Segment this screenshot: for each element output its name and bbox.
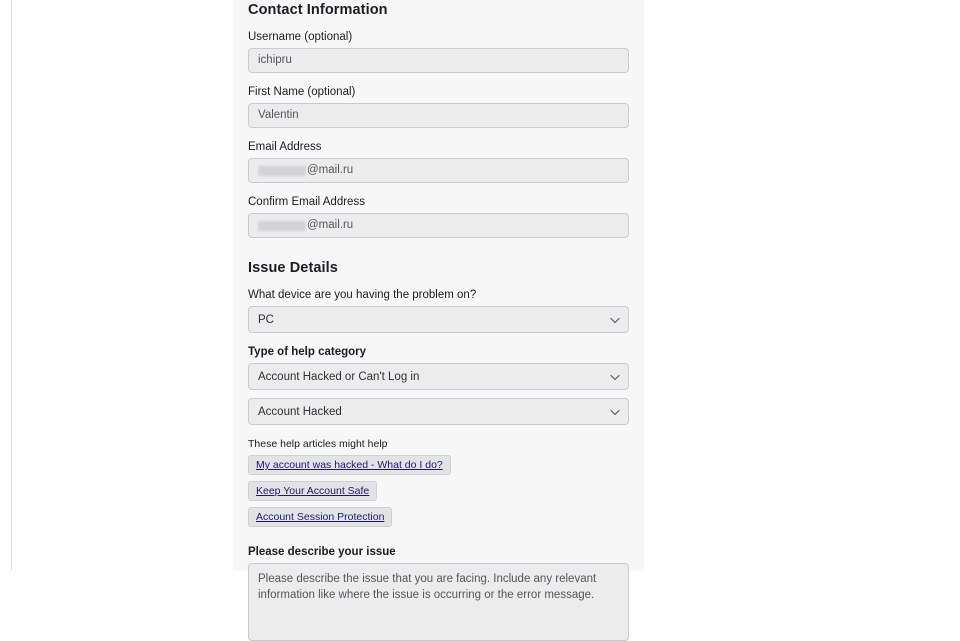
help-article-link-1[interactable]: My account was hacked - What do I do? — [248, 455, 451, 475]
help-category-label: Type of help category — [248, 346, 367, 358]
list-item — [248, 481, 629, 507]
contact-information-heading: Contact Information — [248, 2, 388, 18]
left-gutter — [0, 0, 12, 571]
email-redaction-block — [258, 166, 306, 176]
device-select-value: PC — [258, 313, 274, 326]
device-label: What device are you having the problem on? — [248, 289, 477, 301]
confirm-email-input[interactable] — [248, 213, 629, 238]
first-name-input[interactable] — [248, 103, 629, 128]
chevron-down-icon — [610, 407, 619, 416]
help-articles-label: These help articles might help — [248, 438, 388, 450]
help-article-link-2[interactable]: Keep Your Account Safe — [248, 481, 377, 501]
help-articles-list — [248, 455, 629, 533]
right-blank-area — [644, 0, 960, 571]
help-category-select-value: Account Hacked or Can't Log in — [258, 370, 420, 383]
help-subcategory-select-value: Account Hacked — [258, 405, 342, 418]
describe-issue-textarea[interactable]: Please describe the issue that you are facing. Include any relevant information like where the issue is occurring or the error message. — [248, 563, 629, 641]
username-label: Username (optional) — [248, 31, 353, 43]
support-form-panel — [233, 0, 644, 601]
username-input[interactable] — [248, 48, 629, 73]
describe-issue-label: Please describe your issue — [248, 546, 396, 558]
list-item — [248, 507, 629, 533]
email-address-value: @mail.ru — [307, 164, 354, 176]
username-value: ichipru — [258, 54, 292, 66]
issue-details-heading: Issue Details — [248, 260, 338, 276]
device-select[interactable] — [248, 306, 629, 333]
chevron-down-icon — [610, 372, 619, 381]
confirm-email-label: Confirm Email Address — [248, 196, 365, 208]
help-article-link-3[interactable]: Account Session Protection — [248, 507, 392, 527]
confirm-email-value: @mail.ru — [307, 219, 354, 231]
confirm-email-redaction-block — [258, 221, 306, 231]
chevron-down-icon — [610, 315, 619, 324]
email-address-input[interactable] — [248, 158, 629, 183]
first-name-value: Valentin — [258, 109, 299, 121]
left-blank-area — [12, 0, 233, 571]
first-name-label: First Name (optional) — [248, 86, 356, 98]
help-category-select[interactable] — [248, 363, 629, 390]
email-address-label: Email Address — [248, 141, 322, 153]
list-item — [248, 455, 629, 481]
help-subcategory-select[interactable] — [248, 398, 629, 425]
